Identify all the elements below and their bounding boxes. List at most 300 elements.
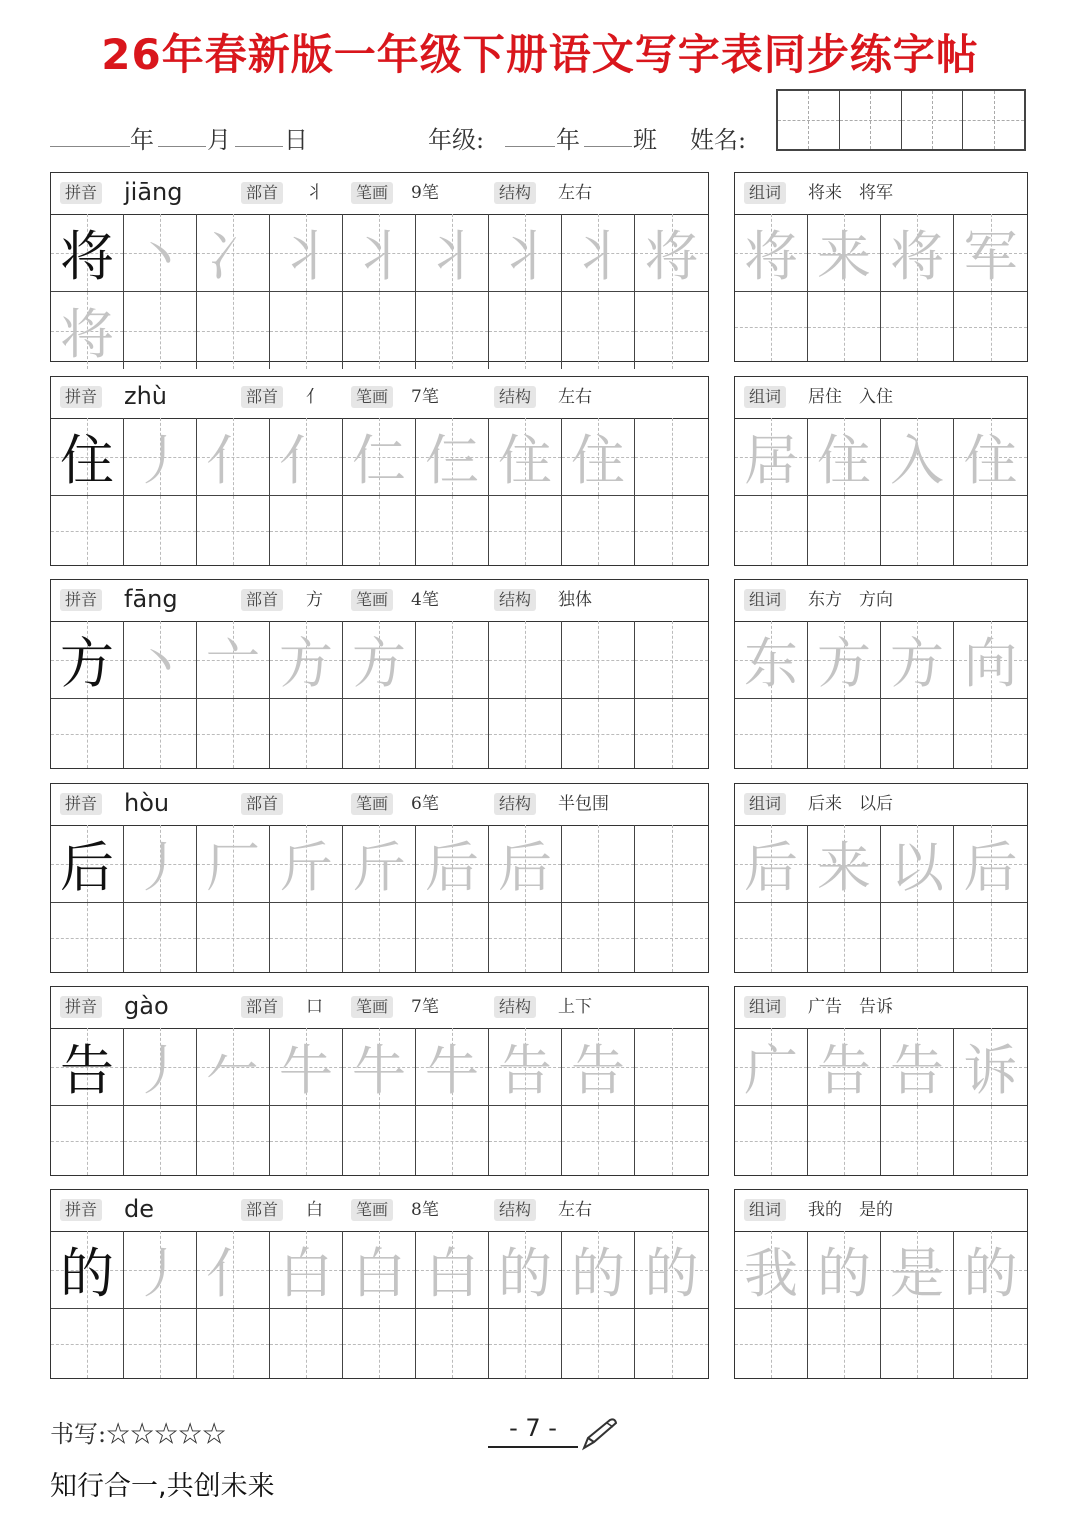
- word-practice-cell[interactable]: [954, 292, 1027, 361]
- stroke-step: 的: [571, 1242, 625, 1305]
- structure-value: 左右: [558, 387, 592, 407]
- model-character: 的: [60, 1242, 114, 1305]
- stroke-step: 丶: [133, 632, 187, 695]
- stroke-order-cell[interactable]: [197, 1231, 270, 1309]
- stroke-step: 亻: [206, 1242, 260, 1305]
- practice-cell[interactable]: [343, 292, 416, 369]
- practice-cell[interactable]: [635, 496, 708, 565]
- stroke-order-cell[interactable]: [562, 825, 635, 903]
- words-tag: 组词: [744, 589, 786, 611]
- radical-value: 丬: [306, 183, 323, 203]
- practice-cell[interactable]: [270, 1309, 343, 1378]
- practice-cell[interactable]: [489, 292, 562, 369]
- word-trace-cell[interactable]: [881, 825, 954, 903]
- stroke-order-cell[interactable]: [343, 214, 416, 292]
- word-trace-cell[interactable]: [808, 418, 881, 496]
- practice-cell[interactable]: [562, 496, 635, 565]
- stroke-step: 亻: [279, 429, 333, 492]
- stroke-order-cell[interactable]: [124, 418, 197, 496]
- practice-cell[interactable]: [197, 496, 270, 565]
- practice-panel: [50, 986, 709, 1176]
- structure-value: 独体: [558, 590, 592, 610]
- practice-cell[interactable]: [343, 1309, 416, 1378]
- char-info-header: [51, 1190, 708, 1232]
- year-label: 年: [130, 126, 154, 154]
- practice-cell[interactable]: [416, 292, 489, 369]
- word-trace-cell[interactable]: [954, 418, 1027, 496]
- char-info-header: [51, 580, 708, 622]
- words-header: [735, 173, 1027, 215]
- grade-blank[interactable]: [505, 146, 555, 147]
- practice-cell[interactable]: [124, 292, 197, 369]
- stroke-order-cell[interactable]: [635, 214, 708, 292]
- stroke-step: 白: [425, 1242, 479, 1305]
- stroke-order-cell[interactable]: [270, 825, 343, 903]
- stroke-order-cell[interactable]: [635, 1231, 708, 1309]
- word-practice-cell[interactable]: [735, 496, 808, 565]
- name-box[interactable]: [776, 89, 1026, 151]
- stroke-order-cell[interactable]: [489, 1231, 562, 1309]
- stroke-step: 厂: [206, 836, 260, 899]
- character-section: [50, 1189, 1028, 1379]
- word-practice-cell[interactable]: [735, 292, 808, 361]
- month-blank[interactable]: [158, 146, 206, 147]
- practice-cell[interactable]: [343, 903, 416, 972]
- practice-cell[interactable]: [489, 1106, 562, 1175]
- structure-value: 上下: [558, 997, 592, 1017]
- page-number: - 7 -: [488, 1414, 578, 1448]
- word-character: 以: [890, 836, 944, 899]
- stroke-order-cell[interactable]: [124, 1231, 197, 1309]
- model-character: 住: [60, 429, 114, 492]
- word-trace-cell[interactable]: [881, 621, 954, 699]
- word-trace-cell[interactable]: [808, 1231, 881, 1309]
- practice-cell[interactable]: [51, 903, 124, 972]
- stroke-step: 后: [498, 836, 552, 899]
- practice-cell[interactable]: [489, 903, 562, 972]
- practice-cell[interactable]: [343, 1106, 416, 1175]
- name-cell[interactable]: [902, 91, 964, 149]
- stroke-order-cell[interactable]: [270, 621, 343, 699]
- practice-cell[interactable]: [635, 292, 708, 369]
- stroke-step: 亠: [206, 632, 260, 695]
- stroke-order-cell[interactable]: [343, 1028, 416, 1106]
- stroke-order-cell[interactable]: [416, 825, 489, 903]
- practice-panel: [50, 783, 709, 973]
- stroke-step: 丬: [498, 225, 552, 288]
- word-practice-cell[interactable]: [881, 1309, 954, 1378]
- stroke-step: 𠂉: [206, 1039, 260, 1102]
- words-value: 居住 入住: [808, 387, 893, 407]
- stroke-order-cell[interactable]: [197, 825, 270, 903]
- word-trace-cell[interactable]: [735, 214, 808, 292]
- stroke-order-cell[interactable]: [270, 214, 343, 292]
- word-trace-cell[interactable]: [735, 621, 808, 699]
- practice-panel: [50, 376, 709, 566]
- character-section: [50, 783, 1028, 973]
- model-character: 将: [60, 225, 114, 288]
- stroke-step: 丶: [133, 225, 187, 288]
- word-practice-cell[interactable]: [808, 1106, 881, 1175]
- word-character: 方: [817, 632, 871, 695]
- practice-cell[interactable]: [562, 1309, 635, 1378]
- practice-cell[interactable]: [489, 699, 562, 768]
- stroke-order-cell[interactable]: [562, 1231, 635, 1309]
- practice-cell[interactable]: [416, 1106, 489, 1175]
- practice-cell[interactable]: [270, 292, 343, 369]
- pinyin-value: de: [124, 1195, 154, 1223]
- practice-cell[interactable]: [51, 1106, 124, 1175]
- word-practice-cell[interactable]: [735, 903, 808, 972]
- words-panel: [734, 783, 1028, 973]
- word-practice-cell[interactable]: [808, 496, 881, 565]
- stroke-step: 斤: [352, 836, 406, 899]
- char-info-header: [51, 987, 708, 1029]
- stroke-order-cell[interactable]: [270, 1231, 343, 1309]
- pinyin-value: hòu: [124, 789, 170, 817]
- pinyin-tag: 拼音: [60, 793, 102, 815]
- practice-cell[interactable]: [416, 699, 489, 768]
- word-character: 的: [963, 1242, 1018, 1305]
- word-character: 告: [890, 1039, 944, 1102]
- stroke-step: 丬: [425, 225, 479, 288]
- word-practice-cell[interactable]: [954, 699, 1027, 768]
- char-info-header: [51, 377, 708, 419]
- stroke-order-cell[interactable]: [343, 621, 416, 699]
- stroke-order-cell[interactable]: [562, 418, 635, 496]
- slogan: 知行合一,共创未来: [50, 1471, 275, 1502]
- word-practice-cell[interactable]: [808, 1309, 881, 1378]
- word-trace-cell[interactable]: [808, 214, 881, 292]
- practice-cell[interactable]: [124, 699, 197, 768]
- character-section: [50, 579, 1028, 769]
- practice-cell[interactable]: [270, 1106, 343, 1175]
- words-panel: [734, 579, 1028, 769]
- char-info-header: [51, 784, 708, 826]
- word-character: 我: [744, 1242, 798, 1305]
- word-practice-cell[interactable]: [735, 699, 808, 768]
- practice-cell[interactable]: [635, 903, 708, 972]
- word-character: 将: [744, 225, 798, 288]
- practice-cell[interactable]: [51, 496, 124, 565]
- word-trace-cell[interactable]: [808, 621, 881, 699]
- stroke-step: 将: [644, 225, 699, 288]
- practice-cell[interactable]: [489, 496, 562, 565]
- practice-cell[interactable]: [197, 1309, 270, 1378]
- day-blank[interactable]: [235, 146, 283, 147]
- structure-tag: 结构: [494, 793, 536, 815]
- model-character: 方: [60, 632, 114, 695]
- stroke-step: 亻: [206, 429, 260, 492]
- practice-cell[interactable]: [562, 903, 635, 972]
- practice-cell[interactable]: [416, 496, 489, 565]
- stroke-order-cell[interactable]: [562, 621, 635, 699]
- model-character-cell: [51, 621, 124, 699]
- model-character: 告: [60, 1039, 114, 1102]
- practice-cell[interactable]: [51, 699, 124, 768]
- stroke-step: 方: [279, 632, 333, 695]
- stroke-order-cell[interactable]: [124, 1028, 197, 1106]
- practice-cell[interactable]: [416, 1309, 489, 1378]
- words-value: 广告 告诉: [808, 997, 893, 1017]
- practice-cell[interactable]: [635, 1106, 708, 1175]
- radical-value: 白: [306, 1200, 323, 1220]
- stroke-step: 的: [644, 1242, 699, 1305]
- word-trace-cell[interactable]: [735, 418, 808, 496]
- pinyin-value: zhù: [124, 382, 168, 410]
- word-trace-cell[interactable]: [881, 418, 954, 496]
- stroke-step: 斤: [279, 836, 333, 899]
- name-cell[interactable]: [778, 91, 840, 149]
- word-practice-cell[interactable]: [808, 903, 881, 972]
- stroke-step: 告: [571, 1039, 625, 1102]
- word-practice-cell[interactable]: [954, 496, 1027, 565]
- words-header: [735, 377, 1027, 419]
- stroke-order-cell[interactable]: [124, 621, 197, 699]
- radical-tag: 部首: [241, 386, 283, 408]
- practice-cell[interactable]: [197, 903, 270, 972]
- stroke-order-cell[interactable]: [343, 418, 416, 496]
- stroke-step: 牛: [352, 1039, 406, 1102]
- word-practice-cell[interactable]: [735, 1309, 808, 1378]
- word-practice-cell[interactable]: [881, 496, 954, 565]
- month-label: 月: [207, 126, 231, 154]
- pinyin-tag: 拼音: [60, 386, 102, 408]
- practice-cell[interactable]: [124, 903, 197, 972]
- grade-year-label: 年: [556, 126, 580, 154]
- word-trace-cell[interactable]: [954, 825, 1027, 903]
- word-character: 的: [817, 1242, 871, 1305]
- structure-tag: 结构: [494, 182, 536, 204]
- words-header: [735, 987, 1027, 1029]
- stroke-step: 仁: [352, 429, 406, 492]
- word-character: 入: [890, 429, 944, 492]
- stroke-order-cell[interactable]: [635, 621, 708, 699]
- stroke-step: 冫: [206, 225, 260, 288]
- strokes-value: 8笔: [411, 1200, 439, 1220]
- practice-cell[interactable]: [562, 699, 635, 768]
- word-trace-cell[interactable]: [954, 1028, 1027, 1106]
- words-panel: [734, 172, 1028, 362]
- stroke-order-cell[interactable]: [489, 418, 562, 496]
- word-character: 是: [890, 1242, 944, 1305]
- stroke-order-cell[interactable]: [270, 418, 343, 496]
- practice-cell[interactable]: [635, 1309, 708, 1378]
- word-practice-cell[interactable]: [881, 1106, 954, 1175]
- words-panel: [734, 986, 1028, 1176]
- word-character: 告: [817, 1039, 871, 1102]
- practice-cell[interactable]: [270, 496, 343, 565]
- structure-tag: 结构: [494, 589, 536, 611]
- day-label: 日: [284, 126, 308, 154]
- practice-cell[interactable]: [124, 1309, 197, 1378]
- word-trace-cell[interactable]: [881, 1028, 954, 1106]
- stroke-order-cell[interactable]: [562, 1028, 635, 1106]
- pinyin-value: jiāng: [124, 178, 183, 206]
- character-section: [50, 172, 1028, 366]
- words-tag: 组词: [744, 793, 786, 815]
- year-blank[interactable]: [50, 146, 130, 147]
- practice-cell[interactable]: [562, 292, 635, 369]
- word-trace-cell[interactable]: [735, 1231, 808, 1309]
- stroke-order-cell[interactable]: [197, 214, 270, 292]
- word-character: 后: [744, 836, 798, 899]
- stroke-order-cell[interactable]: [416, 1028, 489, 1106]
- practice-cell[interactable]: [416, 903, 489, 972]
- stroke-order-cell[interactable]: [343, 1231, 416, 1309]
- stroke-order-cell[interactable]: [489, 825, 562, 903]
- words-header: [735, 580, 1027, 622]
- word-trace-cell[interactable]: [954, 621, 1027, 699]
- word-character: 军: [963, 225, 1018, 288]
- words-panel: [734, 376, 1028, 566]
- stroke-order-cell[interactable]: [489, 621, 562, 699]
- stroke-step: 丿: [133, 429, 187, 492]
- word-practice-cell[interactable]: [954, 1106, 1027, 1175]
- words-value: 我的 是的: [808, 1200, 893, 1220]
- practice-cell[interactable]: [489, 1309, 562, 1378]
- stroke-step: 丿: [133, 836, 187, 899]
- word-trace-cell[interactable]: [735, 1028, 808, 1106]
- practice-cell[interactable]: [124, 496, 197, 565]
- radical-value: 亻: [306, 387, 323, 407]
- stroke-step: 的: [498, 1242, 552, 1305]
- practice-panel: [50, 579, 709, 769]
- practice-cell[interactable]: [343, 699, 416, 768]
- practice-cell[interactable]: [124, 1106, 197, 1175]
- stroke-order-cell[interactable]: [343, 825, 416, 903]
- word-practice-cell[interactable]: [808, 699, 881, 768]
- stroke-order-cell[interactable]: [416, 621, 489, 699]
- stroke-step: 白: [352, 1242, 406, 1305]
- word-practice-cell[interactable]: [954, 1309, 1027, 1378]
- stroke-order-cell[interactable]: [416, 418, 489, 496]
- word-practice-cell[interactable]: [881, 699, 954, 768]
- strokes-tag: 笔画: [351, 793, 393, 815]
- class-label: 班: [633, 126, 657, 154]
- words-tag: 组词: [744, 182, 786, 204]
- stroke-step: 住: [498, 429, 552, 492]
- stroke-order-cell[interactable]: [124, 214, 197, 292]
- model-character-cell: [51, 825, 124, 903]
- words-value: 后来 以后: [808, 794, 893, 814]
- word-character: 住: [963, 429, 1018, 492]
- structure-tag: 结构: [494, 1199, 536, 1221]
- stroke-order-cell[interactable]: [489, 1028, 562, 1106]
- stroke-step: 告: [498, 1039, 552, 1102]
- stroke-order-cell[interactable]: [416, 214, 489, 292]
- pinyin-value: gào: [124, 992, 169, 1020]
- stroke-order-cell[interactable]: [124, 825, 197, 903]
- name-cell[interactable]: [963, 91, 1024, 149]
- stroke-order-cell[interactable]: [562, 214, 635, 292]
- stroke-step: 丬: [571, 225, 625, 288]
- strokes-tag: 笔画: [351, 996, 393, 1018]
- stroke-step: 仨: [425, 429, 479, 492]
- character-section: [50, 376, 1028, 566]
- pen-icon: [580, 1416, 620, 1452]
- stroke-order-cell[interactable]: [416, 1231, 489, 1309]
- stroke-order-cell[interactable]: [197, 1028, 270, 1106]
- word-trace-cell[interactable]: [954, 1231, 1027, 1309]
- words-header: [735, 1190, 1027, 1232]
- practice-cell[interactable]: [270, 699, 343, 768]
- words-tag: 组词: [744, 386, 786, 408]
- word-practice-cell[interactable]: [735, 1106, 808, 1175]
- strokes-tag: 笔画: [351, 182, 393, 204]
- stroke-order-cell[interactable]: [635, 1028, 708, 1106]
- stroke-step: 白: [279, 1242, 333, 1305]
- stroke-step: 丬: [279, 225, 333, 288]
- stroke-order-cell[interactable]: [197, 621, 270, 699]
- model-character-cell: [51, 1231, 124, 1309]
- word-character: 诉: [963, 1039, 1018, 1102]
- stroke-step: 住: [571, 429, 625, 492]
- word-trace-cell[interactable]: [735, 825, 808, 903]
- word-trace-cell[interactable]: [808, 1028, 881, 1106]
- word-character: 居: [744, 429, 798, 492]
- radical-tag: 部首: [241, 182, 283, 204]
- word-practice-cell[interactable]: [808, 292, 881, 361]
- word-practice-cell[interactable]: [881, 903, 954, 972]
- page-title: 26年春新版一年级下册语文写字表同步练字帖: [101, 30, 979, 79]
- name-cell[interactable]: [840, 91, 902, 149]
- word-trace-cell[interactable]: [808, 825, 881, 903]
- structure-value: 左右: [558, 1200, 592, 1220]
- model-character-cell: [51, 214, 124, 292]
- stroke-step: 丿: [133, 1039, 187, 1102]
- word-trace-cell[interactable]: [881, 1231, 954, 1309]
- practice-cell[interactable]: [51, 1309, 124, 1378]
- word-character: 广: [744, 1039, 798, 1102]
- practice-cell[interactable]: [562, 1106, 635, 1175]
- stroke-step: 丿: [133, 1242, 187, 1305]
- word-trace-cell[interactable]: [954, 214, 1027, 292]
- word-character: 东: [744, 632, 798, 695]
- strokes-value: 6笔: [411, 794, 439, 814]
- stroke-order-cell[interactable]: [270, 1028, 343, 1106]
- class-blank[interactable]: [584, 146, 632, 147]
- practice-cell[interactable]: [270, 903, 343, 972]
- practice-cell[interactable]: [197, 292, 270, 369]
- character-section: [50, 986, 1028, 1176]
- stroke-order-cell[interactable]: [635, 825, 708, 903]
- structure-tag: 结构: [494, 386, 536, 408]
- words-value: 将来 将军: [808, 183, 893, 203]
- radical-value: 口: [306, 997, 323, 1017]
- strokes-value: 7笔: [411, 387, 439, 407]
- words-header: [735, 784, 1027, 826]
- stroke-step: 牛: [279, 1039, 333, 1102]
- strokes-tag: 笔画: [351, 386, 393, 408]
- stroke-step: 丬: [352, 225, 406, 288]
- word-trace-cell[interactable]: [881, 214, 954, 292]
- pinyin-tag: 拼音: [60, 182, 102, 204]
- stroke-order-cell[interactable]: [635, 418, 708, 496]
- practice-cell[interactable]: [197, 699, 270, 768]
- word-practice-cell[interactable]: [881, 292, 954, 361]
- practice-cell[interactable]: [343, 496, 416, 565]
- word-practice-cell[interactable]: [954, 903, 1027, 972]
- structure-value: 半包围: [558, 794, 609, 814]
- practice-cell[interactable]: [51, 292, 124, 369]
- stroke-order-cell[interactable]: [489, 214, 562, 292]
- practice-cell[interactable]: [197, 1106, 270, 1175]
- practice-cell[interactable]: [635, 699, 708, 768]
- radical-tag: 部首: [241, 1199, 283, 1221]
- practice-panel: [50, 1189, 709, 1379]
- stroke-order-cell[interactable]: [197, 418, 270, 496]
